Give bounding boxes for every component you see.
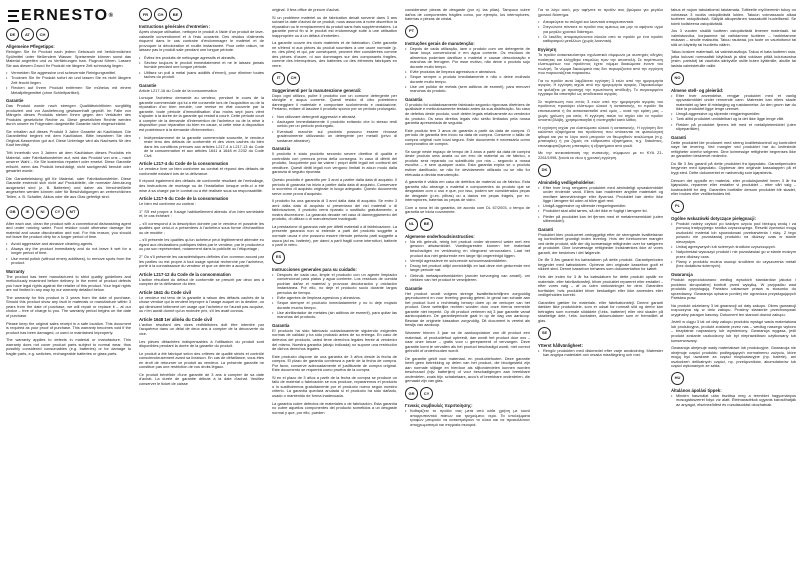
section-group-fr-cont	[272, 8, 397, 69]
bullet-item: • Tørk alltid produktet umiddelbart og la det ikke ligge lenge vått.	[671, 117, 796, 122]
section-heading: Article L217-12 du Code de la consommation	[139, 271, 231, 277]
section-group-fr	[139, 24, 264, 133]
country-flags	[538, 164, 663, 177]
bullet-list	[139, 56, 264, 80]
bullet-item: • Trocknen Sie Ihr Produkt sofort ab und lassen Sie es nicht längere Zeit feucht liegen.	[6, 76, 131, 85]
section-paragraph: Garantien gælder for materiale- eller fabrikationsfejl. Denne garanti dækker ikke produktdele, som er udsat for normalt slid og derfor kan betragtes som normale slidddele (f.eks. batterier) eller ved skader på skrøbelige dele, f.eks. kontakter, akkumulatorer som er fremstillet af glas.	[538, 299, 663, 323]
brand-registered: ®	[108, 13, 115, 19]
bullet-list	[671, 94, 796, 132]
section-paragraph: De får 3 års garanti fra købsdatoen på dette produkt. Garantiperioden begynder med købsdatoen. Opbevar den originale kassebon godt et sikkert sted. Denne kassebon behøves som dokumentation for købet.	[538, 257, 663, 272]
bullet-item: • Na elk gebruik, reinig het product onder stromend water met een gewoon afwasmiddel. Voedingsresten kunnen het materiaal beschadigen en verkleuring en vliegroest veroorzaken. Laat het product dus niet gedurende een lange tijd ongereinigd liggen.	[405, 240, 530, 258]
section-paragraph: Après chaque utilisation, nettoyez le produit à l'aide d'un produit de lave-vaisselle conventionnel et à l'eau courante. Des résidus d'aliments risquent dans le cas contraire d'endommager le matériel et de provoquer la décoloration et rouille instantanée. Pour cette raison, ne laissez pas le produit sale pendant une longue période.	[139, 29, 264, 53]
section-paragraph: Takuu koskee materiaali- tai valmistusvikoja. Takuu ei kata tuotteen osia, jotka kuluvat normaalisti käytössä ja siksi voidaan pitää kulutusosina (esim. paristot) tai vaurioita särkyville osille kuten kytkimille, akuille tai lasista valmistetuille osille.	[671, 49, 796, 69]
bullet-item: • Evite produtos de limpeza agressivos e abrasivos.	[405, 70, 530, 75]
column-de-gb	[6, 8, 131, 359]
section-group-it	[272, 88, 397, 248]
country-code-badge: CH	[287, 72, 300, 85]
bullet-item: • Eventuali macchie sul prodotto possono essere rimosse gradevolmente utilizzando un detergente per metalli (privo di sostanze abrasive).	[272, 130, 397, 144]
column-gr-dk-se	[538, 8, 663, 361]
country-flags-es	[272, 251, 397, 264]
bullet-item: • Seque siempre el producto inmediatamente y no lo deje mojado durante mucho tiempo.	[272, 301, 397, 310]
section-heading: Ogólne wskazówki dotyczące pielęgnacji:	[671, 215, 757, 221]
section-paragraph: Produkt wyprodukowano według wysokich standardów jakości i poddano skrupulatnej kontroli przed wysyłką. W przypadku wad produktu przysługują Państwu ustawowe prawa w stosunku do sprzedawcy. Gwarancja opisana poniżej nie ogranicza przysługujących Państwu praw.	[671, 276, 796, 301]
bullet-item: • Στεγνώνετε πάντοτε το προϊόν σας αμέσως και μην το αφήνετε υγρό για μεγάλο χρονικό διάστημα.	[538, 25, 663, 34]
country-flags-gb	[6, 206, 131, 219]
bullet-item: • Avoid aggressive and abrasive cleaning agents.	[6, 242, 131, 247]
section-heading: Article L217-5 du Code de la consommation	[139, 196, 229, 202]
country-flags-it	[272, 72, 397, 85]
column-fr	[139, 8, 264, 389]
section-heading: Instruções gerais de manutenção:	[405, 40, 475, 46]
section-heading: Garantie	[405, 285, 423, 291]
country-flags-de	[6, 28, 131, 41]
section-paragraph: Με την αντικατάσταση της συσκευής, σύμφωνα με το ΚΥΑ Ζ1-2261/1998, ξεκινά εκ νέου η χρονική εγγύηση.	[538, 150, 663, 160]
section-heading: Instrucciones generales para su cuidado:	[272, 266, 357, 272]
section-paragraph: 1° S'il est propre à l'usage habituellement attendu d'un bien semblable et, le cas échéant :	[139, 208, 264, 219]
section-heading: Garantia	[405, 96, 423, 102]
country-code-badge: NL	[405, 218, 418, 231]
bullet-item: • Pletter på produktet kan let fjernes med et metalrensemiddel (uden slibemiddel).	[538, 215, 663, 224]
bullet-item: • Gebruik metaalpoetsmiddelen (zonder toevoeging van amaril), om vlekken van het product te verwijderen.	[405, 274, 530, 283]
section-paragraph: original. Il fera office de preuve d'achat.	[272, 8, 340, 12]
bullet-item: • Plamy z produktu można usunąć środkiem do czyszczenia metali (bez dodatków ściernych).	[671, 260, 796, 269]
country-code-badge: DK	[538, 164, 551, 177]
section-group-de	[6, 44, 131, 200]
section-heading: Warranty	[6, 268, 25, 274]
bullet-item: • Καθαρίζετε το προϊόν σας μετά από κάθε χρήση με κοινό απορρυπαντικό πιάτων και τρεχούμενο νερό. Τα υπολείμματα τροφών μπορούν να καταστρέψουν το υλικό και να προκαλέσουν αποχρωματισμό και στιγμιαία σκουριά.	[405, 409, 530, 427]
bullet-item: • Produktet skal altid tørres, så det ikke er fugtigt i længere tid.	[538, 209, 663, 214]
section-group-fr-ext	[139, 161, 264, 386]
section-paragraph: The warranty applies to defects in material or manufacture. This warranty does not cover product parts subject to normal wear, thus possibly considered consumables (e.g. batteries) or for damage to fragile parts, e.g. switches, rechargeable batteries or glass parts.	[6, 337, 131, 356]
bullet-item: • Flecken auf Ihrem Produkt entfernen Sie mühelos mit einem Metallpflegemittel (ohne Schleifpartikel).	[6, 86, 131, 95]
section-paragraph: A garantia é válida em caso de defeitos de material ou de fabrico. Esta garantia não abrange o material e componentes do produto que se desgastam com o uso e que, por isso, podem ser considerados peças de desgaste (p.ex. pilhas) ou a danos em peças frágeis, por ex. interruptores, baterias ou peças de vidro.	[405, 179, 530, 203]
country-code-badge: IE	[21, 206, 34, 219]
section-heading: Garanzia	[272, 146, 291, 152]
bullet-item: • Rengör produkten med diskmedel efter varje användning. Matrester kan angripa materialet och orsaka missfärgning och rost.	[538, 349, 663, 358]
country-code-badge: CH	[154, 8, 167, 21]
section-paragraph: Hvis der inden for 3 år fra købsdatoen for dette produkt opstår en materiale- eller fabrikationsfejl, bliver produktet repareret eller erstattet – efter vores valg – af os uden omkostninger for dem. Garantien bortfalder, hvis produktet bliver beskadiget eller ikke anvendes eller vedligeholdes korrekt.	[538, 274, 663, 298]
section-heading: Article L217-4 du Code de la consommation	[139, 161, 229, 167]
bullet-item: • Después de cada uso, limpie el producto con un agente limpiador convencional para platos y agua corriente. Los residuos de comida podrían dañar el material y provocar decoloración y oxidación instantánea. Por ello, no deje el producto sucio durante largos periodos de tiempo.	[272, 273, 397, 296]
section-paragraph: Das Produkt wurde nach strengen Qualitätsrichtlinien sorgfältig produziert und vor Auslieferung gewissenhaft geprüft. Im Falle von Mängeln dieses Produkts stehen Ihnen gegen den Verkäufer des Produkts gesetzliche Rechte zu. Diese gesetzlichen Rechte werden durch unsere im Folgenden dargestellte Garantie nicht eingeschränkt.	[6, 103, 131, 127]
country-code-badge: CY	[51, 206, 64, 219]
bullet-item: • Evite agentes de limpieza agresivos y abrasivos.	[272, 296, 397, 301]
section-heading: Article 1648 1er alinéa du Code civil	[139, 316, 213, 322]
country-code-badge: PT	[405, 25, 418, 38]
section-paragraph: L'action résultant des vices rédhibitoires doit être intentée par l'acquéreur dans un délai de deux ans à compter de la découverte du vice.	[139, 321, 264, 336]
section-heading: Almene stell- og pleieråd:	[671, 87, 724, 93]
bullet-item: • Indépendamment de la garantie commerciale souscrite, le vendeur reste tenu des défauts de conformité et des vices cachés du bien dans les conditions prévues aux articles L217-4 à L217-13 du Code de la consommation et aux articles 1641 à 1648 et 2232 du Code Civil.	[139, 136, 264, 159]
section-heading: Suggerimenti per la manutenzione generali:	[272, 87, 362, 93]
bullet-item: • Always dry the product immediately and do not leave it wet for a longer period of time.	[6, 247, 131, 256]
section-paragraph: Tritt innerhalb von 3 Jahren ab dem Kaufdatum dieses Produkts ein Material- oder Fabrikationsfehler auf, wird das Produkt von uns – nach unserer Wahl – für Sie kostenlos repariert oder ersetzt. Diese Garantie erlischt, wenn das Produkt beschädigt, nicht sachgemäß benutzt oder gewartet wurde.	[6, 150, 131, 174]
country-code-badge: FR	[139, 8, 152, 21]
section-heading: Allgemeine Pflegetipps:	[6, 44, 55, 49]
section-paragraph: Lorsque l'acheteur demande au vendeur, pendant le cours de la garantie commerciale qui lui a été consentie lors de l'acquisition ou de la réparation d'un bien meuble, une remise en état couverte par la garantie, toute période d'immobilisation d'au moins sept jours vient s'ajouter à la durée de la garantie qui restait à courir. Cette période court à compter de la demande d'intervention de l'acheteur ou de la mise à disposition pour réparation du bien en cause, si cette mise à disposition est postérieure à la demande d'intervention.	[139, 95, 264, 133]
section-paragraph: Les pièces détachées indispensables à l'utilisation du produit sont disponibles pendant la durée de la garantie du produit.	[139, 338, 264, 349]
country-code-badge: NO	[671, 72, 684, 85]
bullet-list	[405, 240, 530, 283]
section-paragraph: Produktet blev produceret omhyggeligt efter de strengeste kvalitetskrav og kontrolleret grundigt inden levering. Hvis der forekommer mangler ved dette produkt, står der dig lovmæssige rettigheder over for sælgeren af produktet. Dine lovmæssige rettigheder indskrænkes ikke af vores garanti, der beskrives i det følgende.	[538, 231, 663, 255]
bullet-item: • Non utilizzare detergenti aggressivi e abrasivi.	[272, 115, 397, 120]
section-heading: Ytterst hållvänligheet:	[538, 342, 583, 348]
column-fi-no-pl-hu	[671, 8, 796, 410]
bullet-item: • Efter hver brug rengøres produktet med almindeligt opvaskemiddel under rindende vand. Ellers kan madrester angribe materialet og medføre lønnevirkninger eller flyverust. Produktet bør derfor ikke ligge i længere tid uden at blive gjort rent.	[538, 186, 663, 204]
section-paragraph: Jos 3 vuoden sisällä tuotteen ostopäivästä ilmenee materiaali- tai valmistusvika, korjaamme tai vaihdamme tuotteen – harkintamme mukaan – sinulle maksutta. Takuu raukeaa, jos tuote on vaurioitunut tai sitä on käytetty tai huollettu väärin.	[671, 28, 796, 47]
section-paragraph: Este produto tem 3 anos de garantia a partir da data de compra. O período de garantia tem início na data de compra. Conserve o talão de compra original num local seguro. Este documento é necessário como comprovativo de compra.	[405, 127, 530, 147]
section-paragraph: Wanneer binnen 3 jaar na de aankoopdatum van dit product een materiaal- of productiefout optreedt, dan wordt het product door ons – naar onze keuze – gratis voor u gerepareerd of vervangen. Deze garantie komt te vervallen als het product beschadigd wordt, niet correct gebruikt of onderhouden wordt.	[405, 330, 530, 354]
section-paragraph: Για το λόγο αυτό, μην αφήνετε το προϊόν σας βρώμικο για μεγάλο χρονικό διάστημα.	[538, 8, 663, 17]
bullet-list	[405, 47, 530, 94]
section-heading: Almindelig vedligeholdelse:	[538, 179, 595, 185]
bullet-item: • Use um polidor de metais (sem aditivos de esmeril), para remover manchas do produto.	[405, 85, 530, 94]
section-heading: Általános ápolási tippek:	[671, 387, 722, 393]
bullet-list	[538, 349, 663, 358]
country-flags-pt	[405, 25, 530, 38]
bullet-item: • Depois de cada utilização, lave o produto com um detergente de lavar louça convencional e em água corrente. Os resíduos de alimentos poderiam danificar o material e causar descoloração e manchas de ferrugem. Por esse motivo, não deixe o produto sujo durante muito tempo.	[405, 47, 530, 70]
section-paragraph: The warranty for this product is 3 years from the date of purchase. Should this product show any fault in materials or manufacture within 3 years from the date of purchase, we will repair or replace it – at our choice – free of charge to you. The warranty period begins on the date of purchase.	[6, 294, 131, 318]
country-code-badge: ES	[272, 251, 285, 264]
section-paragraph: Het product wordt volgens strenge kwaliteitsrichtlijnen zorgvuldig geproduceerd en voor levering grondig getest. In geval van schade aan het product kunt u rechtmatig beroep doen op de verkoper van het product. Deze wettelijke rechten worden door onze hierna vermelde garantie niet beperkt. Op dit product verlenen wij 3 jaar garantie vanaf aankoopdatum. De garantieperiode gaat in op de dag van aankoop. Bewaar de originele kassabon zorgvuldig. Dit document is vereist als bewijs van aankoop.	[405, 290, 530, 328]
country-code-badge: AT	[21, 28, 34, 41]
section-group-pt	[405, 41, 530, 215]
section-heading: Article 1641 du Code civil	[139, 289, 192, 295]
bullet-item: • Vermijd agressieve en schurende schoonmaakmiddelen.	[405, 259, 530, 264]
section-group-gr	[405, 403, 530, 427]
section-paragraph: Reinigen Sie Ihr Produkt nach jedem Gebrauch mit herkömmlichen Spülmittel unter fließendem Wasser. Speisereste können sonst das Material angreifen und zu Verfärbungen bzw. Flugrost führen. Lassen Sie aus diesem Grund Ihr Produkt nie längere Zeit schmutzig liegen.	[6, 49, 131, 68]
fr-ext-bullet-list	[139, 136, 264, 159]
section-heading: Garanti	[671, 134, 687, 140]
section-paragraph: La garantie couvre les vices matériels et de fabrication. Cette garantie ne s'étend ni aux pièces du produit soumises à une usure normale (p. ex. des piles) et qui, par conséquent, peuvent être considérées comme des pièces d'usure, ni aux dommages sur des composants fragiles, comme des interrupteurs, des batteries ou des éléments fabriqués en verre.	[272, 40, 397, 69]
brand-e-mark-icon	[6, 9, 20, 24]
section-heading: Garantie	[6, 98, 24, 104]
en-bullet-list	[6, 242, 131, 266]
section-paragraph: Le bien est conforme au contrat :	[139, 201, 196, 207]
section-paragraph: – s'il correspond à la description donnée par le vendeur et possède les qualités que celui-ci a présentées à l'acheteur sous forme d'échantillon ou de modèle ;	[139, 220, 264, 235]
section-paragraph: Jeżeli w ciągu 3 lat od daty zakupu produktu wystąpi wada materiałowa lub produkcyjna, produkt zostanie przez nas – według naszego wyboru – bezpłatnie naprawiony lub wymieniony. Gwarancja wygasa, jeśli produkt zostanie uszkodzony lub był nieprawidłowo użytkowany lub konserwowany.	[671, 319, 796, 343]
section-paragraph: De garantie geldt voor materiaal- en productiefouten. Deze garantie heeft geen betrekking op delen van het product, die blootgesteld zijn aan normale slijtage en hierdoor als slijtonderdelen kunnen worden beschouwd (bijv. batterijen) of voor beschadigingen aan breekbare onderdelen, zoals bijv. schakelaars, accu's of breekbare onderdelen, die gemaakt zijn van glas.	[405, 355, 530, 384]
country-code-badge: GR	[405, 387, 418, 400]
country-code-badge: GB	[6, 206, 19, 219]
bullet-item: • Seque sempre o produto imediatamente e não o deixe molhado durante muito tempo.	[405, 75, 530, 84]
bullet-list	[272, 273, 397, 320]
section-paragraph: Please keep the original sales receipt in a safe location. This document is required as your proof of purchase. This warranty becomes void if the product has been damaged, or used or maintained improperly.	[6, 320, 131, 335]
bullet-list	[671, 222, 796, 269]
section-paragraph: Le produit a été fabriqué selon des critères de qualité stricts et contrôlé consciencieusement avant sa livraison. En cas de défaillance, vous êtes en droit de retourner ce produit au vendeur. La présente garantie ne constitue pas une restriction de vos droits légaux.	[139, 350, 264, 370]
section-paragraph: Se surgir neste espaço de tempo de 3 anos a partir da data de compra deste produto uma avaria ou um erro de material ou de fabrico, o produto será reparado ou substituído por nós – segundo a nossa escolha – e sem qualquer custo. Esta garantia expira se o produto estiver danificado, se não for devidamente utilizado ou se não for efetuada a devida manutenção.	[405, 148, 530, 177]
section-paragraph: considerarse piezas de desgaste (por ej. las pilas). Tampoco cubre daños de componentes frágiles como, por ejemplo, los interruptores, baterías o piezas de cristal.	[405, 8, 530, 22]
country-code-badge: BE	[420, 218, 433, 231]
bullet-list	[405, 409, 530, 427]
section-paragraph: Σε περίπτωση που εντός 3 ετών από την ημερομηνία αγοράς του προϊόντος προκύψει ελάττωμα υλικού ή κατασκευής, το προϊόν θα επισκευαστεί ή θα αντικατασταθεί από εμάς – κατά την κρίση μας – χωρίς χρέωση για εσάς. Η εγγύηση παύει να ισχύει εάν το προϊόν υποστεί βλάβη, χρησιμοποιηθεί ή συντηρηθεί κατά λάθος.	[538, 98, 663, 123]
bullet-list	[538, 20, 663, 44]
brand-logo	[6, 8, 131, 24]
section-paragraph: Com a nova lei da garantia, de acordo com DL 67/2003, o tempo de garantia se inicia novamente.	[405, 204, 530, 215]
bullet-item: • Flekker på produktet fjernes lett med et metallpleiemiddel (uten slipepartikler).	[671, 123, 796, 132]
country-code-badge: BE	[169, 8, 182, 21]
country-code-badge: IT	[272, 72, 285, 85]
bullet-item: • Minden használat után tisztítsa meg a terméket hagyományos mosogatószerrel folyó víz alatt. Ételmaradékok ugyanis károsíthatják az anyagot, elszíneződést és rozsdásodást okozhatnak.	[671, 394, 796, 408]
section-paragraph: O produto foi cuidadosamente fabricado segundo rigorosas diretrizes de qualidade e meticulosamente testado antes da sua distribuição. No caso de defeitos deste produto, você detém legais relativamente ao vendedor do produto. Os seus direitos legais não serão limitados pela nossa garantia apresentada de seguida.	[405, 101, 530, 126]
country-flags	[671, 372, 796, 385]
bullet-item: • Asciugare immediatamente il prodotto evitando che lo stesso resti umido per un periodo prolungato.	[272, 120, 397, 129]
section-paragraph: Il répond également des défauts de conformité résultant de l'emballage, des instructions de montage ou de l'installation lorsque celle-ci a été mise à sa charge par le contrat ou a été réalisée sous sa responsabilité.	[139, 178, 264, 193]
section-heading: Gwarancja	[671, 271, 693, 277]
bullet-item: • Natychmiast wysuszyć produkt i nie pozostawiać go w stanie mokrym przez dłuższy czas.	[671, 250, 796, 259]
section-paragraph: La prestazione di garanzia vale per difetti materiali o di fabbricazione. La presente garanzia non si estende a parti del prodotto soggette a normale usura e che possono essere ritenute pertanto parti soggette a usura (ad es. batterie), per danni a parti fragili come interruttori, batterie o parti in vetro.	[272, 223, 397, 248]
bullet-list	[671, 394, 796, 408]
section-group-en	[6, 269, 131, 357]
section-paragraph: Dersom det oppstår en material- eller produksjonsfeil innen 3 år fra kjøpsdato, reparerer eller erstatter vi produktet – etter vårt valg – kostnadsfritt for deg. Garantien bortfaller dersom produktet blir skadet, eller brukes eller vedlikeholdes feil.	[671, 177, 796, 197]
section-paragraph: Il prodotto ha una garanzia di 3 anni dalla data di acquisto. Se entro 3 anni dalla data di acquisto si presentano dei vizi materiali o di fabbricazione, il prodotto verrà riparato o sostituito gratuitamente, a nostra discrezione. La garanzia decade nel caso di danneggiamento del prodotto, di utilizzo o di manutenzione inadeguati.	[272, 198, 397, 222]
section-paragraph: Du får 3 års garanti på dette produktet fra kjøpsdato. Garantiperioden begynner med kjøpsdato. Oppbevar den originale kassalappen på et trygt sted. Dette dokumentet er nødvendig som kjøpsbevis.	[671, 160, 796, 175]
bullet-item: • Produkt należy czyścić po każdym użyciu pod bieżącą wodą i za pomocą tradycyjnego środka czyszczącego. Resztki żywności mogą uszkodzić materiał lub spowodować przebarwienia i rdzę. Z tego powodu nie pozostawiaj produktu na dłuższy czas w stanie nieczystym.	[671, 222, 796, 245]
country-flags	[671, 72, 796, 85]
country-flags	[538, 327, 663, 340]
bullet-item: • Vermeiden Sie aggressive und scheuernde Reinigungsmittel.	[6, 71, 131, 76]
section-paragraph: – s'il présente les qualités qu'un acheteur peut légitimement attendre eu égard aux déclarations publiques faites par le vendeur, par le producteur ou par son représentant, notamment dans la publicité ou l'étiquetage ;	[139, 237, 264, 252]
section-paragraph: The product has been manufactured to strict quality guidelines and meticulously examined before delivery. In the event of product defects you have legal rights against the retailer of this product. Your legal rights are not limited in any way by our warranty detailed below.	[6, 273, 131, 293]
country-flags-nl	[405, 218, 530, 231]
section-paragraph: Για το προϊόν αυτό λαμβάνετε εγγύηση 3 ετών από την ημερομηνία αγοράς. Η εγγύηση ισχύει από την ημερομηνία αγοράς. Παρακαλούμε να φυλάξετε με προσοχή την πρωτότυπη απόδειξη. Το συγκεκριμένο έγγραφο θα απαιτηθεί ως αποδεικτικό αγοράς.	[538, 77, 663, 97]
section-paragraph: Die Garantieleistung gilt für Material- oder Fabrikationsfehler. Diese Garantie erstreckt sich nicht auf Produktteile, die normaler Abnutzung ausgesetzt sind (z. B. Batterien) und daher als Verschleißteile angesehen werden können oder für Beschädigungen an zerbrechlichen Teilen, z. B. Schalter, Akkus oder die aus Glas gefertigt sind.	[6, 175, 131, 199]
section-paragraph: Si un problème matériel ou de fabrication devait survenir dans 3 ans suivant la date d'achat de ce produit, nous assurons à notre discrétion la réparation ou le remplacement du produit sans frais supplémentaires. La garantie prend fin si le produit est endommagé suite à une utilisation inappropriée ou à un défaut d'entretien.	[272, 14, 397, 38]
bullet-item: • Etter hver anvendelse, rengjør produktet med et vanlig oppvaskmiddel under rennende vann. Matrester kan ellers skade materialet og føre til misfarging og rustdannelse. Av den grunn bør du ikke la produktet ligge lenge urenset.	[671, 94, 796, 112]
section-paragraph: Il prodotto è stato prodotto secondo severe direttive di qualità e controllato con premura prima della consegna. In caso di difetti del prodotto, l'acquirente può far valere i propri diritti legali nei confronti del venditore. Questi diritti legali non vengono limitati in alcun modo dalla garanzia di seguito riportata.	[272, 151, 397, 175]
country-code-badge: MT	[66, 206, 79, 219]
section-paragraph: Ce produit bénéficie d'une garantie de 3 ans à compter de sa date d'achat. La durée de garantie débute à la date d'achat. Veuillez conserver le ticket de caisse	[139, 371, 264, 386]
column-it-es	[272, 8, 397, 418]
section-paragraph: El producto ha sido fabricado cuidadosamente siguiendo exigentes normas de calidad y ha sido probado antes de su entrega. En caso de defectos del producto, usted tiene derechos legales frente al vendedor del mismo. Nuestra garantía (abajo indicada) no supone una restricción de dichos derechos legales.	[272, 327, 397, 352]
country-code-badge: PL	[671, 200, 684, 213]
bullet-item: • Utilisez un poli à métal (sans additifs d'émeri), pour éliminer toutes taches du produit.	[139, 71, 264, 80]
bullet-item: • Unngå aggressive og slipende rengjøringsmidler.	[671, 112, 796, 117]
bullet-item: • Use metal polish (without emery additives), to remove spots from the product.	[6, 257, 131, 266]
section-heading: Εγγύηση	[538, 47, 557, 53]
section-paragraph: Le vendeur livre un bien conforme au contrat et répond des défauts de conformité existant lors de la délivrance.	[139, 166, 264, 176]
country-code-badge: NI	[36, 206, 49, 219]
section-paragraph: Si en el plazo de 3 años a partir de la fecha de compra se produce un fallo de material o fabricación se nos produce, repararemos el producto o lo sustituiremos gratuitamente por el producto nuevo según nuestro criterio. La garantía quedará anulada si el producto ha sido dañado, usado o mantenido de forma inadecuada.	[272, 374, 397, 398]
bullet-item: • Use abrillantador de metales (sin aditivos de esmeril), para quitar las manchas del producto.	[272, 311, 397, 320]
section-paragraph: Article L217-16 du Code de la consommation	[139, 87, 217, 93]
section-group-nl	[405, 234, 530, 384]
section-heading: Garantía	[272, 322, 290, 328]
bullet-item: • Droog het product altijd onmiddellijk en laat deze niet gedurende een lange periode nat.	[405, 264, 530, 273]
section-heading: Garanti	[538, 226, 554, 232]
section-paragraph: Le vendeur est tenu de la garantie à raison des défauts cachés de la chose vendue qui la rendent impropre à l'usage auquel on la destine, ou qui diminuent tellement cet usage que l'acheteur ne l'aurait pas acquise, ou n'en aurait donné qu'un moindre prix, s'il les avait connus.	[139, 294, 264, 314]
bullet-item: • Οι λεκέδες απομακρύνονται εύκολα από το προϊόν με ένα προϊόν καθαρισμού μετάλλων (χωρίς λειαντικά).	[538, 35, 663, 44]
country-code-badge: CH	[36, 28, 49, 41]
section-paragraph: Το προϊόν κατασκευάστηκε σχολαστικά σύμφωνα με αυστηρές οδηγίες ποιότητας και ελέγχθηκε επιμελώς πριν την αποστολή. Σε περίπτωση ελαττωμάτων του προϊόντος έχετε νόμιμα δικαιώματα έναντι του πωλητή. Τα νόμιμα δικαιώματά σας δεν περιορίζονται από την εγγύηση που παρουσιάζεται παρακάτω.	[538, 52, 663, 76]
section-paragraph: La garantía cubre defectos de materiales o de fabricación. Esta garantía no cubre aquellos componentes del producto sometidos a un desgaste normal y que, por ello, pueden	[272, 400, 397, 415]
section-heading: Instructions générales d'entretien :	[139, 24, 211, 29]
bullet-item: • Évitez les produits de nettoyage agressifs et abrasifs.	[139, 56, 264, 61]
brand-name: ERNESTO	[21, 8, 109, 24]
bullet-list	[6, 71, 131, 95]
bullet-item: • Αποφεύγετε τα σκληρά και λειαντικά απορρυπαντικά.	[538, 20, 663, 25]
country-flags-fr	[139, 8, 264, 21]
section-heading: Algemene onderhoudsinstructies:	[405, 233, 475, 239]
section-heading: Garantie	[139, 82, 157, 88]
section-group-es-cont	[405, 8, 530, 22]
section-group-es	[272, 267, 397, 416]
bullet-item: • Séchez toujours le produit immédiatement et ne le laissez jamais humide pendant une longue période.	[139, 61, 264, 70]
section-paragraph: Este producto dispone de una garantía de 3 años desde la fecha de compra. El plazo de garantía comienza a partir de la fecha de compra. Por favor, conserve adecuadamente el justificante de compra original. Este documento se requerirá como prueba de la compra.	[272, 353, 397, 373]
country-flags-gr	[405, 387, 530, 400]
section-paragraph: 2° Ou s'il présente les caractéristiques définies d'un commun accord par les parties ou est propre à tout usage spécial recherché par l'acheteur, porté à la connaissance du vendeur et que ce dernier a accepté.	[139, 253, 264, 269]
column-pt-nl-gr	[405, 8, 530, 430]
section-paragraph: Dette produktet ble produsert med streng kvalitetskontroll og kontrollert nøye før levering. Ved mangler ved produktet har du lovfestede rettigheter overfor selgeren. Dine lovmessige rettigheter begrenses ikke av garantien beskrevet nedenfor.	[671, 139, 796, 159]
country-flags	[671, 200, 796, 213]
bullet-item: • Unikaj agresywnych lub ściernych środków czyszczących.	[671, 245, 796, 250]
country-code-badge: DE	[6, 28, 19, 41]
section-paragraph: Gwarancja obejmuje wady materiałowe lub produkcyjne. Gwarancja nie obejmuje części produktu podlegających normalnemu zużyciu, które mogą być uważane za części eksploatacyjne (np. baterie), ani uszkodzeń delikatnych części, np. przełączników, akumulatorów lub części wykonanych ze szkła.	[671, 345, 796, 369]
country-code-badge: HU	[671, 372, 684, 385]
section-paragraph: Sie erhalten auf dieses Produkt 3 Jahre Garantie ab Kaufdatum. Die Garantiefrist beginnt mit dem Kaufdatum. Bitte bewahren Sie den Original-Kassenbon gut auf. Diese Unterlage wird als Nachweis für den Kauf benötigt.	[6, 128, 131, 148]
country-code-badge: CY	[420, 387, 433, 400]
section-paragraph: tabus et nojom tabulatiomsi taiutamata. Toltteelle myöhemmin tukoy on voimassa 3 vuotta ostopäivästä lukien. Takuun voimassaolo alkaa tuotteen ostopäivästä. Säilytä alkuperäinen kassakuitti huolellisesti. Se toimii todisteena ostopäivästä.	[671, 8, 796, 26]
country-code-badge: SE	[538, 327, 551, 340]
bullet-list	[538, 186, 663, 224]
section-paragraph: Dopo ogni utilizzo, pulire il prodotto con un comune detergente per stoviglie e acqua corrente. Questi residui di cibo potrebbero danneggiare il materiale e comportare scolorimento e ossidazione. Pertanto, evitare di lasciare il prodotto sporco per un periodo prolungato.	[272, 92, 397, 112]
bullet-item: • Undgå aggressive og slibende rengøringsmidler.	[538, 204, 663, 209]
section-heading: Γενικές συμβουλές περιποίησης:	[405, 403, 473, 409]
section-paragraph: Na produkt udzielamy 3 lat gwarancji od daty zakupu. Okres gwarancji rozpoczyna się w dniu zakupu. Prosimy starannie przechowywać oryginalny paragon kasowy. Dokument ten stanowi dowód zakupu.	[671, 302, 796, 317]
section-paragraph: Η εγγύηση ισχύει για ελαττώματα υλικού ή κατασκευής. Η εγγύηση δεν καλύπτει εξαρτήματα του προϊόντος που υπόκεινται σε φυσιολογική φθορά και για το λόγο αυτό μπορούν να θεωρηθούν αναλώσιμα (π.χ. μπαταρίες) ή για ζημιές σε εύθραυστα εξαρτήματα, π.χ. διακόπτες, επαναφορτιζόμενες μπαταρίες ή εξαρτήματα από γυαλί.	[538, 124, 663, 148]
bullet-list	[272, 115, 397, 143]
section-paragraph: L'action résultant du défaut de conformité se prescrit par deux ans à compter de la délivrance du bien.	[139, 276, 264, 287]
en-intro: After each use, clean the product with a conventional dishwashing agent and under running water. Food residue could otherwise damage the material and cause discoloration and rust. For this reason, you should not leave the product dirty for a longer period of time.	[6, 220, 131, 240]
section-paragraph: Questo prodotto è garantito per 3 anni a partire dalla data di acquisto. Il periodo di garanzia ha inizio a partire dalla data di acquisto. Conservare lo scontrino di acquisto originale in luogo adeguato. Questo documento serve come prova d'acquisto.	[272, 176, 397, 196]
